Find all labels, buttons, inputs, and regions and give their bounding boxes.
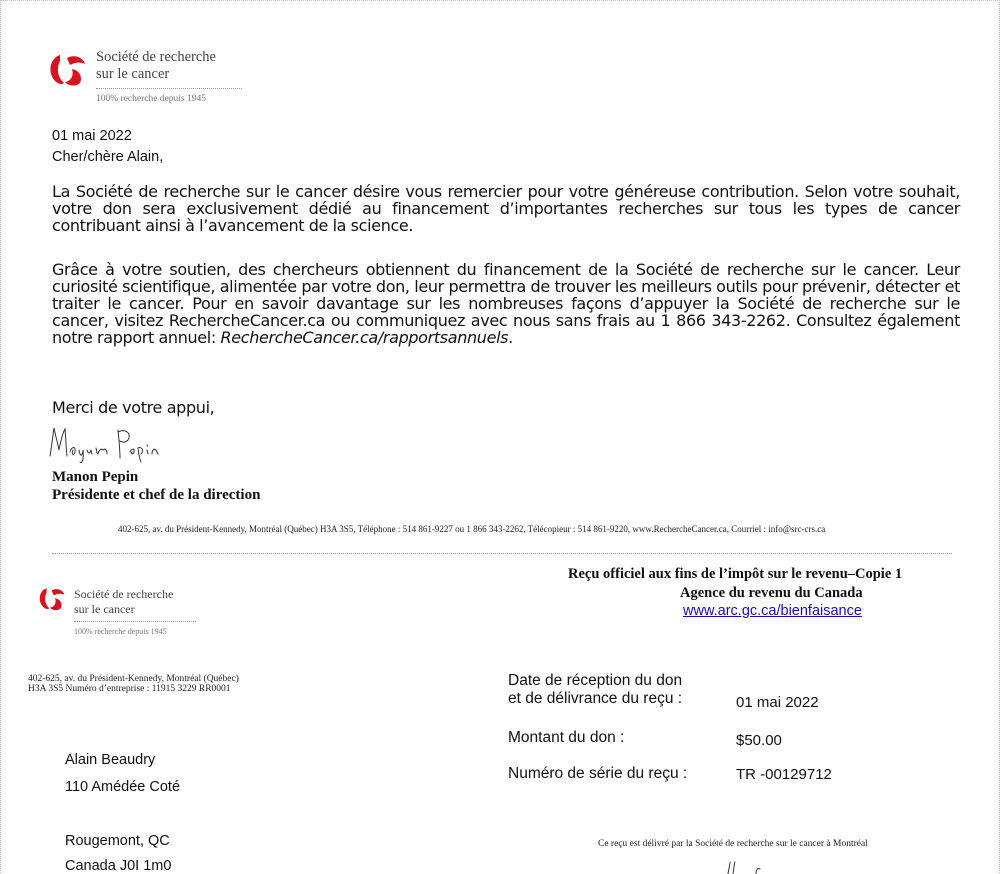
letter-paragraph-2-text: Grâce à votre soutien, des chercheurs obtiennent du financement de la Société de recherche sur le cancer. Leur curiosité scientifique, alimentée par votre don, leur permettra de trouver les meilleurs outils pour prévenir, détecter et traiter le cancer. Pour en savoir davantage sur les nombreuses façons d’appuyer la Société de recherche sur le cancer, visitez RechercheCancer.ca ou communiquez avec nous sans frais au 1 866 343-2262. Consultez également notre rapport annuel:: [52, 260, 960, 347]
date-label-line1: Date de réception du don: [508, 672, 683, 689]
handwritten-signature: [46, 424, 176, 464]
letter-date: 01 mai 2022: [52, 128, 132, 144]
receipt-logo-tagline: 100% recherche depuis 1945: [74, 627, 167, 636]
letter-closing: Merci de votre appui,: [52, 398, 215, 417]
amount-value: $50.00: [736, 732, 782, 749]
letter-paragraph-1: La Société de recherche sur le cancer désire vous remercier pour votre généreuse contribution. Selon votre souhait, votre don sera exclusivement dédié au financement d’importantes recherches sur tous les types de cancer contribuant ainsi à l’avancement de la science.: [52, 182, 960, 235]
letter-paragraph-2-end: .: [508, 328, 513, 347]
logo-org-line2: sur le cancer: [96, 66, 170, 82]
date-value: 01 mai 2022: [736, 694, 819, 711]
receipt-logo-line1: Société de recherche: [74, 587, 174, 601]
cancer-society-logo-icon: [38, 586, 68, 612]
date-label-line2: et de délivrance du reçu :: [508, 690, 683, 707]
letter-footer-address: 402-625, av. du Président-Kennedy, Montréal (Québec) H3A 3S5, Téléphone : 514 861-9227 ou 1 866 343-2262, Télécopieur : 514 861-9220, www.RechercheCancer.ca, Courriel : info@src-crs.ca: [118, 524, 826, 534]
receipt-title: Reçu officiel aux fins de l’impôt sur le revenu–Copie 1: [568, 566, 903, 582]
signatory-name: Manon Pepin: [52, 469, 139, 485]
receipt-org-address-line2: H3A 3S5 Numéro d’entreprise : 11915 3229 RR0001: [28, 684, 231, 694]
donor-country-postal: Canada J0I 1m0: [65, 858, 172, 874]
receipt-logo-divider: [74, 621, 196, 622]
donor-city: Rougemont, QC: [65, 833, 170, 849]
logo-divider: [96, 88, 242, 89]
serial-value: TR -00129712: [736, 766, 832, 783]
letter-salutation: Cher/chère Alain,: [52, 149, 164, 165]
logo-org-line1: Société de recherche: [96, 49, 216, 65]
receipt-logo-line2: sur le cancer: [74, 602, 135, 616]
receipt-separator: [52, 553, 952, 554]
agency-link[interactable]: www.arc.gc.ca/bienfaisance: [683, 603, 862, 619]
donor-street: 110 Amédée Coté: [65, 779, 181, 795]
receipt-agency: Agence du revenu du Canada: [680, 585, 863, 601]
receipt-signature-partial: [726, 860, 776, 874]
amount-label: Montant du don :: [508, 729, 625, 746]
logo-tagline: 100% recherche depuis 1945: [96, 94, 207, 104]
serial-label: Numéro de série du reçu :: [508, 765, 688, 782]
donor-name: Alain Beaudry: [65, 752, 156, 768]
annual-report-link-text: RechercheCancer.ca/rapportsannuels: [220, 328, 509, 347]
receipt-issued-note: Ce reçu est délivré par la Société de recherche sur le cancer à Montréal: [598, 839, 868, 849]
signatory-title: Présidente et chef de la direction: [52, 487, 261, 503]
letter-paragraph-2: [52, 261, 960, 346]
cancer-society-logo-icon: [48, 52, 90, 88]
receipt-org-address-line1: 402-625, av. du Président-Kennedy, Montréal (Québec): [28, 674, 239, 684]
